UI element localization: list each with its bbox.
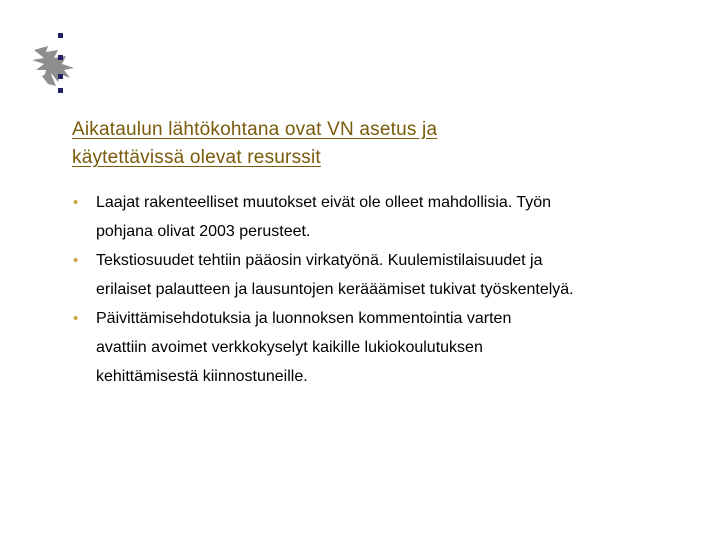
- bullet-dot-icon: •: [73, 252, 79, 269]
- slide-title-line-1: Aikataulun lähtökohtana ovat VN asetus ja: [72, 119, 438, 140]
- bullet-line: Päivittämisehdotuksia ja luonnoksen kommentointia varten: [96, 310, 512, 327]
- bullet-item: [72, 304, 702, 391]
- bullet-line: Laajat rakenteelliset muutokset eivät ole olleet mahdollisia. Työn: [96, 194, 552, 211]
- bullet-item: [72, 188, 702, 246]
- bullet-line: avattiin avoimet verkkokyselyt kaikille lukiokoulutuksen: [96, 339, 483, 356]
- slide-title-line-2: käytettävissä olevat resurssit: [72, 147, 321, 168]
- crest-feather-shape: [32, 46, 74, 86]
- bullet-dot-icon: •: [73, 194, 79, 211]
- bullet-line: kehittämisestä kiinnostuneille.: [96, 368, 308, 385]
- slide-title: [72, 116, 672, 172]
- bullet-line: erilaiset palautteen ja lausuntojen kerääämiset tukivat työskentelyä.: [96, 281, 574, 298]
- bullet-item: [72, 246, 702, 304]
- bullet-line: Tekstiosuudet tehtiin pääosin virkatyönä. Kuulemistilaisuudet ja: [96, 252, 543, 269]
- bullet-list: [72, 188, 702, 391]
- bullet-line: pohjana olivat 2003 perusteet.: [96, 223, 311, 240]
- university-crest-icon: [22, 30, 90, 98]
- bullet-dot-icon: •: [73, 310, 79, 327]
